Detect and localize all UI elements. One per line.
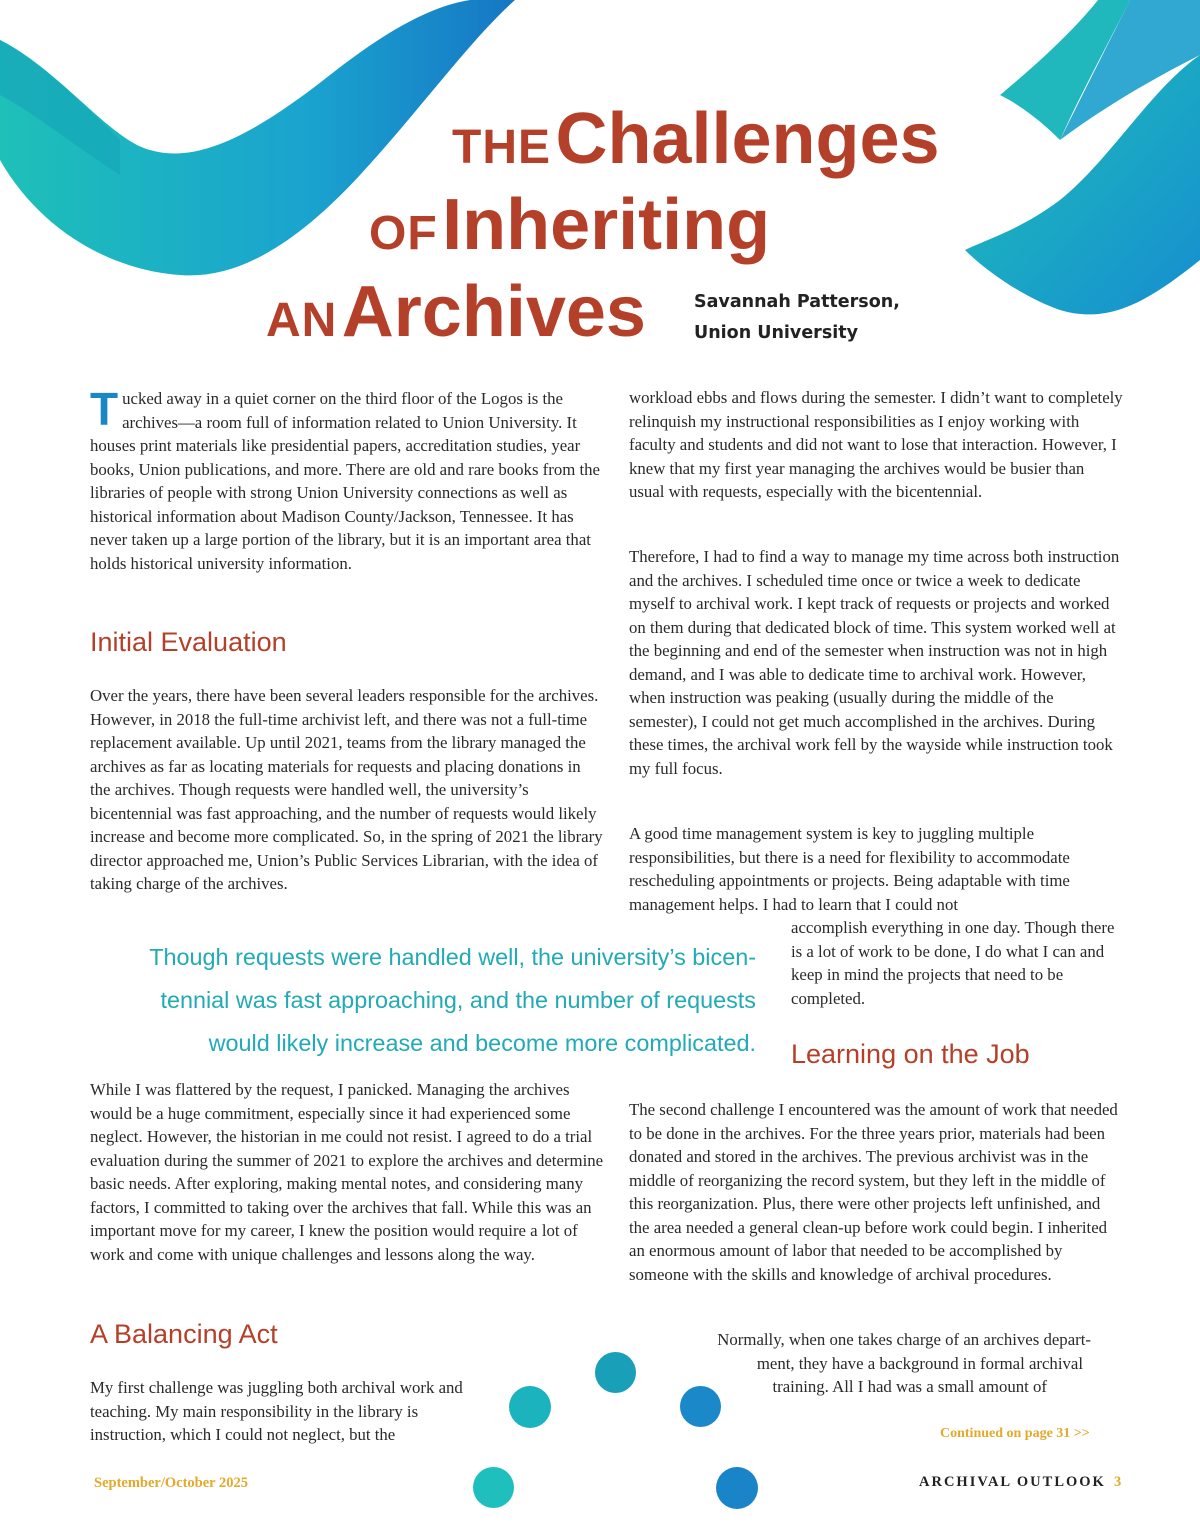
byline-affiliation: Union University [694,323,859,343]
right-paragraph-3b: accomplish everything in one day. Though there is a lot of work to be done, I do what I can and keep in mind the projects that need to be completed. [791,918,1115,1008]
pull-quote-line-2: tennial was fast approaching, and the number of requests [160,987,756,1013]
right-paragraph-3a: A good time management system is key to juggling multiple responsibilities, but there is a need for flexibility to accommodate rescheduling appointments or projects. Being adaptable with time management helps. I had to learn that I could not [629,824,1070,914]
learning-p2-line-3: training. All I had was a small amount of [772,1377,1047,1396]
title-inheriting: Inheriting [442,185,771,265]
decorative-dot [473,1467,514,1508]
intro-text: ucked away in a quiet corner on the third floor of the Logos is the archives—a room full of information related to Union University. It houses print materials like presidential papers, accreditation studies, year books, Union publications, and more. There are old and rare books from the libraries of people with strong Union University connections as well as historical information about Madison County/Jackson, Tennessee. It has never taken up a large portion of the library, but it is an important area that holds historical university information. [90,389,600,573]
learning-p2-line-2: ment, they have a background in formal archival [756,1353,1083,1373]
continued-link[interactable]: Continued on page 31 >> [940,1426,1090,1441]
decorative-dot [595,1352,636,1393]
decorative-dot [509,1386,551,1428]
footer-publication: ARCHIVAL OUTLOOK [919,1474,1106,1490]
balancing-act-paragraph: My first challenge was juggling both archival work and teaching. My main responsibility in the library is instruction, which I could not neglect, but the [90,1378,463,1444]
decorative-dot [680,1386,721,1427]
right-paragraph-2: Therefore, I had to find a way to manage my time across both instruction and the archives. I scheduled time once or twice a week to dedicate myself to archival work. I kept track of requests or projects and worked on them during that dedicated block of time. This system worked well at the beginning and end of the semester when instruction was not in high demand, and I was able to dedicate time to archival work. However, when instruction was peaking (usually during the middle of the semester), I could not get much accomplished in the archives. During these times, the archival work fell by the wayside while instruction took my full focus. [629,547,1120,778]
heading-initial-evaluation: Initial Evaluation [90,627,287,657]
initial-evaluation-paragraph-1: Over the years, there have been several leaders responsible for the archives. However, in 2018 the full-time archivist left, and there was not a full-time replacement available. Up until 2021, teams from the library managed the archives as far as locating materials for requests and placing donations in the archives. Though requests were handled well, the university’s bicentennial was fast approaching, and the number of requests would likely increase and become more complicated. So, in the spring of 2021 the library director approached me, Union’s Public Services Librarian, with the idea of taking charge of the archives. [90,686,603,893]
page-number: 3 [1114,1474,1122,1490]
initial-evaluation-paragraph-2: While I was flattered by the request, I panicked. Managing the archives would be a huge commitment, especially since it had experienced some neglect. However, the historian in me could not resist. I agreed to do a trial evaluation during the summer of 2021 to explore the archives and determine basic needs. After exploring, making mental notes, and considering many factors, I committed to taking over the archives that fall. While this was an important move for my career, I knew the position would require a lot of work and come with unique challenges and lessons along the way. [90,1080,604,1264]
title-line-3 [266,272,646,352]
right-ribbon [965,55,1200,314]
heading-learning-on-the-job: Learning on the Job [791,1039,1030,1069]
byline [694,287,900,349]
title-an: AN [266,294,338,347]
pull-quote [80,936,756,1065]
pull-quote-line-1: Though requests were handled well, the university’s bicen- [149,944,756,970]
footer-date: September/October 2025 [94,1475,248,1491]
title-of: OF [369,207,438,260]
title-line-2 [369,185,771,265]
decorative-dot [716,1467,758,1509]
title-archives: Archives [341,272,646,352]
title-challenges: Challenges [555,99,940,179]
heading-balancing-act: A Balancing Act [90,1319,278,1349]
learning-p2-line-1: Normally, when one takes charge of an archives depart- [717,1330,1091,1349]
right-paragraph-1: workload ebbs and flows during the semester. I didn’t want to completely relinquish my instructional responsibilities as I enjoy working with faculty and students and did not want to lose that interaction. However, I knew that my first year managing the archives would be busier than usual with requests, especially with the bicentennial. [629,388,1123,501]
pull-quote-line-3: would likely increase and become more complicated. [208,1030,756,1056]
byline-author: Savannah Patterson, [694,292,900,312]
intro-paragraph [90,383,604,575]
title-the: THE [452,121,551,174]
learning-paragraph-1: The second challenge I encountered was the amount of work that needed to be done in the archives. For the three years prior, materials had been donated and stored in the archives. The previous archivist was in the middle of reorganizing the record system, but they left in the middle of this reorganization. Plus, there were other projects left unfinished, and the area needed a general clean-up before work could begin. I inherited an enormous amount of labor that needed to be accomplished by someone with the skills and knowledge of archival procedures. [629,1100,1118,1284]
drop-cap: T [90,383,119,435]
title-line-1 [452,99,940,179]
